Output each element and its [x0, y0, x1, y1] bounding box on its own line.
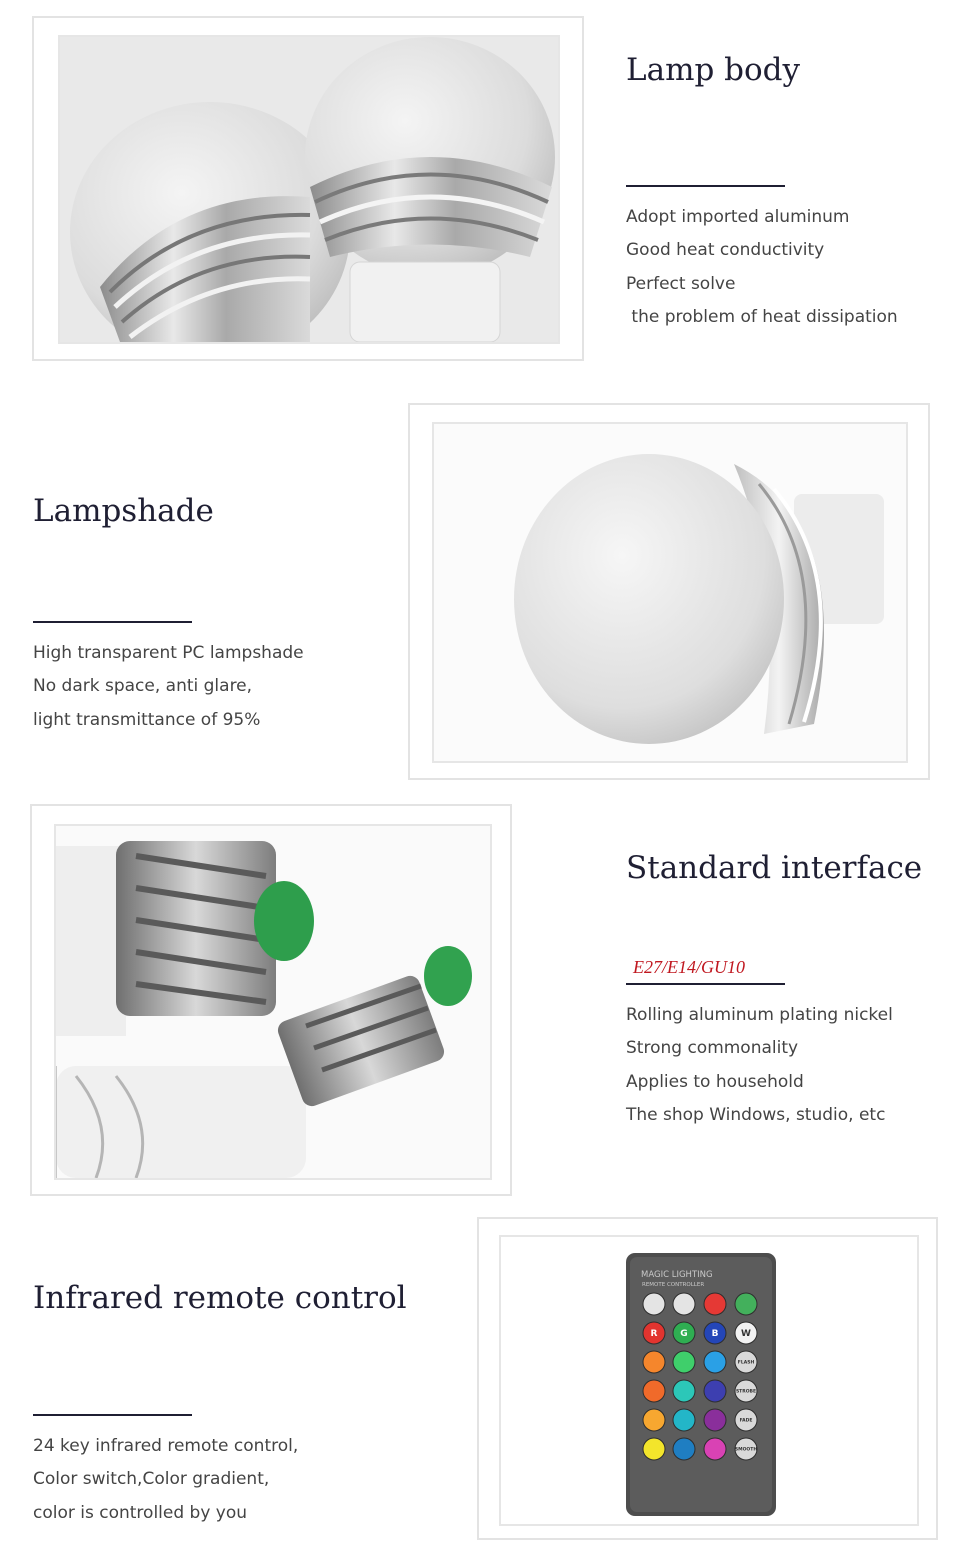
description-line: Color switch,Color gradient, — [33, 1469, 270, 1490]
brightness-down-key[interactable] — [673, 1293, 695, 1315]
color-key[interactable] — [704, 1351, 726, 1373]
off-key[interactable] — [704, 1293, 726, 1315]
color-key[interactable] — [643, 1380, 665, 1402]
remote-photo-frame — [477, 1217, 938, 1540]
color-key[interactable] — [704, 1438, 726, 1460]
description-line: 24 key infrared remote control, — [33, 1436, 299, 1456]
description-line: Strong commonality — [626, 1038, 799, 1059]
description-line: No dark space, anti glare, — [33, 676, 253, 697]
brightness-up-key[interactable] — [643, 1293, 665, 1315]
lamp-body-photo-frame — [32, 16, 584, 361]
mode-key-label: FADE — [739, 1418, 753, 1424]
socket-types-label: E27/E14/GU10 — [633, 957, 745, 977]
key-label: R — [650, 1329, 658, 1340]
color-key[interactable] — [643, 1351, 665, 1373]
color-key[interactable] — [673, 1351, 695, 1373]
lampshade-divider — [33, 621, 192, 623]
color-key[interactable] — [643, 1438, 665, 1460]
interface-divider — [626, 983, 785, 985]
description-line: The shop Windows, studio, etc — [626, 1104, 886, 1125]
color-key[interactable] — [704, 1409, 726, 1431]
key-label: B — [711, 1329, 719, 1340]
lamp-body-divider — [626, 185, 785, 187]
lamp-body-photo — [58, 35, 560, 344]
on-key[interactable] — [735, 1293, 757, 1315]
mode-key-label: FLASH — [737, 1360, 755, 1366]
lamp-body-description — [626, 201, 898, 334]
lampshade-bulb-image — [434, 424, 906, 761]
interface-photo — [54, 824, 492, 1180]
remote-title: Infrared remote control — [33, 1280, 407, 1316]
description-line: Adopt imported aluminum — [626, 207, 850, 227]
remote-description — [33, 1430, 298, 1530]
aluminum-bulbs-image — [60, 37, 558, 342]
remote-photo — [499, 1235, 919, 1526]
lampshade-photo — [432, 422, 908, 763]
lampshade-description — [33, 637, 304, 737]
interface-photo-frame — [30, 804, 512, 1196]
color-key[interactable] — [704, 1380, 726, 1402]
key-label: W — [741, 1329, 751, 1340]
description-line: color is controlled by you — [33, 1502, 248, 1523]
description-line: Applies to household — [626, 1071, 804, 1092]
color-key[interactable] — [673, 1409, 695, 1431]
description-line: light transmittance of 95% — [33, 709, 261, 730]
remote-divider — [33, 1414, 192, 1416]
color-key[interactable] — [673, 1438, 695, 1460]
description-line: Perfect solve — [626, 273, 736, 294]
lampshade-photo-frame — [408, 403, 930, 780]
color-key[interactable] — [643, 1409, 665, 1431]
remote-subtitle-text: REMOTE CONTROLLER — [642, 1282, 705, 1288]
remote-control-image — [501, 1237, 917, 1524]
interface-title: Standard interface — [626, 850, 923, 886]
mode-key-label: STROBE — [735, 1389, 757, 1395]
color-key[interactable] — [673, 1380, 695, 1402]
description-line: the problem of heat dissipation — [626, 306, 898, 327]
interface-description — [626, 999, 893, 1132]
e27-e14-sockets-image — [56, 826, 490, 1178]
description-line: Rolling aluminum plating nickel — [626, 1005, 893, 1025]
lamp-body-title: Lamp body — [626, 52, 801, 88]
remote-brand-text: MAGIC LIGHTING — [641, 1270, 713, 1280]
lampshade-title: Lampshade — [33, 493, 214, 529]
description-line: Good heat conductivity — [626, 240, 825, 261]
mode-key-label: SMOOTH — [734, 1447, 758, 1453]
description-line: High transparent PC lampshade — [33, 643, 304, 663]
key-label: G — [680, 1329, 688, 1340]
